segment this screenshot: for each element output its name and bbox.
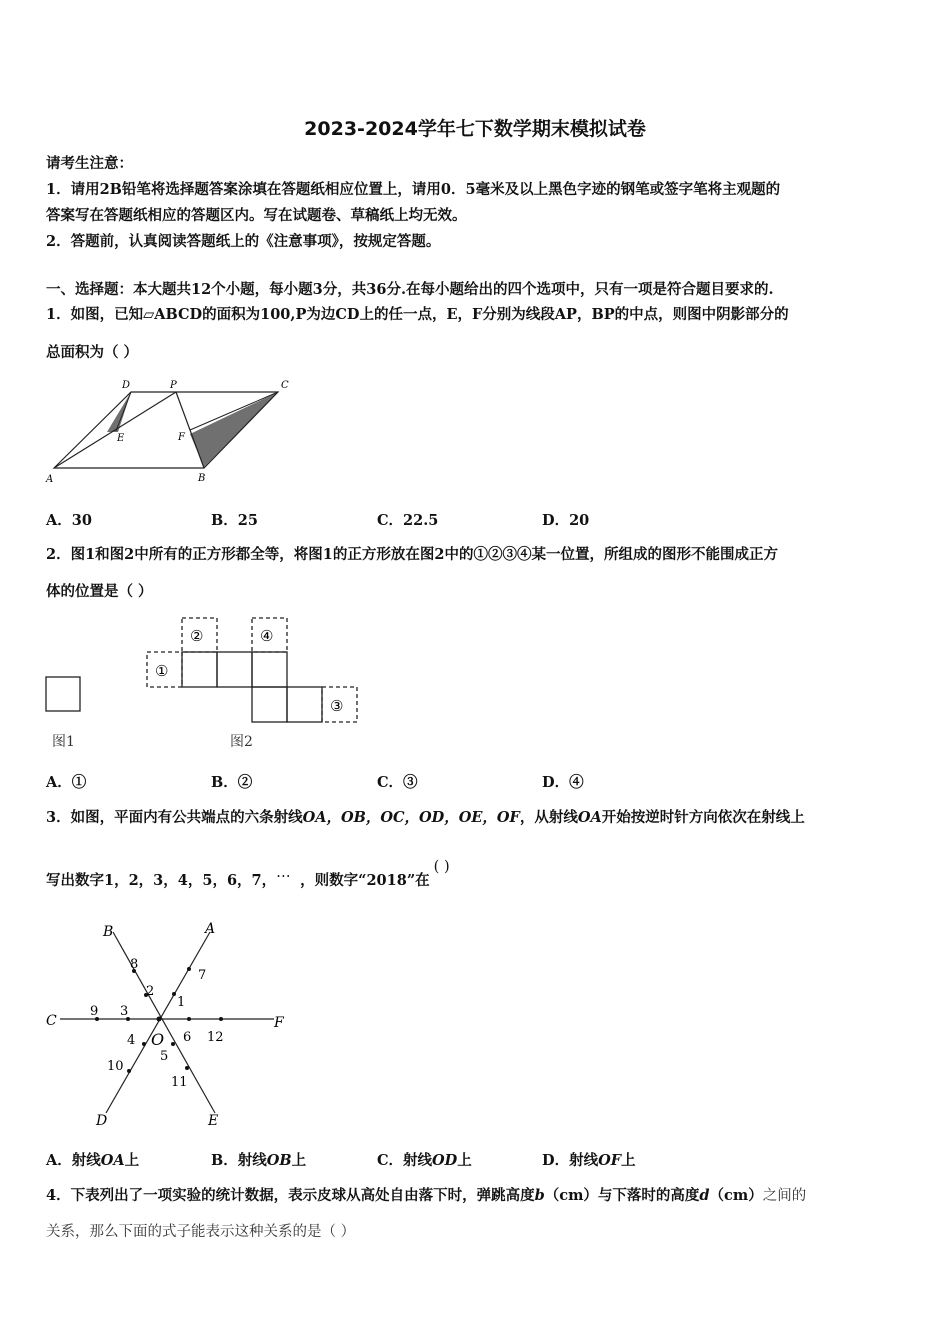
q1-option-c[interactable]: C．22.5	[377, 512, 439, 529]
q1-label-a: A	[46, 474, 54, 485]
q4-stem-line2: 关系，那么下面的式子能表示这种关系的是（ ）	[46, 1224, 356, 1240]
q4-stem-part-c: 之间的	[762, 1188, 807, 1204]
q3-option-d-ray: OF	[598, 1152, 622, 1169]
q3-label-f: F	[274, 1015, 284, 1031]
q3-num-3: 3	[120, 1004, 129, 1019]
q3-num-2: 2	[146, 984, 155, 999]
q3-point	[157, 1017, 162, 1022]
q3-rays: OA，OB，OC，OD，OE，OF	[302, 809, 520, 826]
q1-label-b: B	[198, 473, 206, 484]
q1-label-e: E	[117, 433, 125, 444]
q3-label-o: O	[151, 1030, 165, 1049]
q3-option-b-suffix: 上	[291, 1152, 307, 1169]
q1-segment-ap	[54, 392, 176, 468]
q2-fig2-caption: 图2	[230, 734, 253, 750]
q3-stem-line2-a: 写出数字1，2，3，4，5，6，7，	[46, 872, 277, 889]
q3-option-c[interactable]	[377, 1149, 472, 1170]
q1-shaded-right	[190, 392, 278, 467]
q2-net-square	[252, 652, 287, 687]
q3-option-a-suffix: 上	[124, 1152, 140, 1169]
q2-mark-3: ③	[330, 697, 344, 715]
q3-answer-paren: ( )	[433, 859, 450, 875]
q1-parallelogram	[54, 392, 278, 468]
q3-option-a-ray: OA	[100, 1152, 125, 1169]
q3-ray-oa: OA	[577, 809, 602, 826]
q3-option-d-prefix: D．射线	[542, 1152, 599, 1169]
q1-stem-line1: 1．如图，已知▱ABCD的面积为100,P为边CD上的任一点，E，F分别为线段AP，BP的中点，则图中阴影部分的	[46, 306, 789, 323]
q3-point	[127, 1069, 131, 1073]
page-title: 2023-2024学年七下数学期末模拟试卷	[304, 118, 646, 140]
q4-var-d: d	[699, 1187, 710, 1204]
q2-option-a[interactable]: A．①	[46, 774, 87, 791]
q1-stem-line2: 总面积为（ ）	[46, 344, 139, 361]
q3-stem-line2-b: ，则数字“2018”在	[300, 872, 430, 889]
q3-option-c-suffix: 上	[457, 1152, 472, 1169]
q2-mark-4: ④	[260, 627, 274, 645]
q2-mark-1: ①	[155, 662, 169, 680]
q3-option-c-ray: OD	[432, 1152, 458, 1169]
q3-num-4: 4	[127, 1033, 136, 1048]
q3-ray-ob-oe	[113, 932, 215, 1113]
q4-stem-line1	[46, 1184, 806, 1205]
q2-stem-line1: 2．图1和图2中所有的正方形都全等，将图1的正方形放在图2中的①②③④某一位置，所组成的图形不能围成正方	[46, 546, 778, 563]
q3-point	[185, 1066, 189, 1070]
q3-label-d: D	[96, 1113, 108, 1129]
q2-net-square	[287, 687, 322, 722]
q1-label-p: P	[170, 380, 177, 391]
q3-option-d-suffix: 上	[621, 1152, 636, 1169]
q3-label-c: C	[46, 1013, 57, 1029]
q3-point	[187, 967, 191, 971]
q2-fig1-caption: 图1	[52, 734, 75, 750]
q2-option-d[interactable]: D．④	[542, 774, 584, 791]
q2-net-square	[217, 652, 252, 687]
q3-stem-part-a: 3．如图，平面内有公共端点的六条射线	[46, 809, 303, 826]
q1-option-b[interactable]: B．25	[211, 512, 258, 529]
q4-stem-part-b: 与下落时的高度	[597, 1187, 700, 1204]
q3-num-8: 8	[130, 957, 139, 972]
q3-option-b-prefix: B．射线	[211, 1152, 267, 1169]
q3-point	[187, 1017, 191, 1021]
q4-unit-2: （cm）	[709, 1187, 763, 1204]
q2-fig1-square	[46, 677, 80, 711]
q2-cube-net-figure	[40, 612, 370, 757]
q3-point	[172, 992, 176, 996]
q1-label-d: D	[122, 380, 131, 391]
q2-option-c[interactable]: C．③	[377, 774, 418, 791]
q3-label-e: E	[208, 1113, 219, 1129]
q3-num-10: 10	[107, 1059, 124, 1074]
q3-point	[142, 1042, 146, 1046]
q2-stem-line2: 体的位置是（ ）	[46, 583, 153, 600]
q3-num-9: 9	[90, 1004, 99, 1019]
q3-num-7: 7	[198, 968, 207, 983]
q3-option-a-prefix: A．射线	[46, 1152, 101, 1169]
q3-stem-part-c: 开始按逆时针方向依次在射线上	[601, 809, 805, 826]
q4-stem-part-a: 4．下表列出了一项实验的统计数据，表示皮球从高处自由落下时，弹跳高度	[46, 1187, 535, 1204]
q1-label-f: F	[178, 432, 185, 443]
q3-option-d[interactable]	[542, 1149, 636, 1170]
notice-item-1a: 1．请用2B铅笔将选择题答案涂填在答题纸相应位置上，请用0．5毫米及以上黑色字迹的钢笔或签字笔将主观题的	[46, 181, 781, 198]
q2-mark-2: ②	[190, 627, 204, 645]
q3-ellipsis: …	[276, 865, 291, 881]
q2-net-square	[182, 652, 217, 687]
q4-var-b: b	[534, 1187, 545, 1204]
q3-stem-line1	[46, 806, 805, 827]
q3-num-12: 12	[207, 1030, 224, 1045]
q3-option-c-prefix: C．射线	[377, 1152, 433, 1169]
notice-item-1b: 答案写在答题纸相应的答题区内。写在试题卷、草稿纸上均无效。	[46, 207, 467, 224]
q3-point	[171, 1042, 175, 1046]
q3-option-b-ray: OB	[266, 1152, 292, 1169]
q3-stem-line2	[46, 859, 450, 890]
q3-label-a: A	[205, 921, 216, 937]
notice-heading: 请考生注意：	[46, 155, 133, 172]
q3-point	[219, 1017, 223, 1021]
q1-label-c: C	[281, 380, 289, 391]
q3-rays-figure	[40, 918, 300, 1133]
q3-option-b[interactable]	[211, 1149, 306, 1170]
q1-option-a[interactable]: A．30	[46, 512, 92, 529]
q3-option-a[interactable]	[46, 1149, 139, 1170]
q3-ray-oa-od	[106, 932, 210, 1113]
q2-option-b[interactable]: B．②	[211, 774, 253, 791]
q3-num-5: 5	[160, 1049, 169, 1064]
notice-item-2: 2．答题前，认真阅读答题纸上的《注意事项》，按规定答题。	[46, 233, 441, 250]
q2-net-square	[252, 687, 287, 722]
q1-option-d[interactable]: D．20	[542, 512, 590, 529]
q1-parallelogram-figure	[40, 372, 310, 490]
q3-stem-part-b: ，从射线	[519, 809, 578, 826]
section-heading: 一、选择题：本大题共12个小题，每小题3分，共36分.在每小题给出的四个选项中，只有一项是符合题目要求的.	[46, 281, 774, 298]
q3-num-1: 1	[177, 995, 186, 1010]
q4-unit-1: （cm）	[544, 1187, 598, 1204]
q3-num-11: 11	[171, 1075, 188, 1090]
q3-label-b: B	[103, 924, 114, 940]
q3-num-6: 6	[183, 1030, 192, 1045]
